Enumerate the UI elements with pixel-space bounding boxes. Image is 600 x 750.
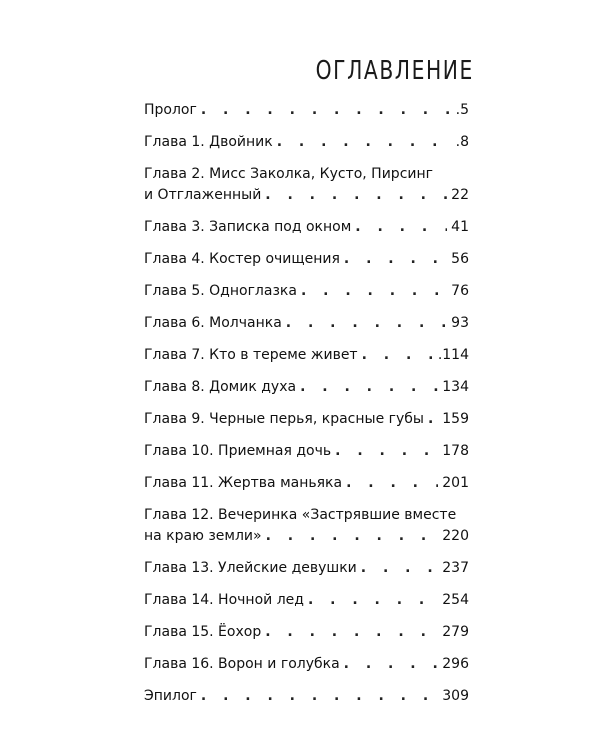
- toc-entry-label: Глава 7. Кто в тереме живет: [144, 347, 358, 363]
- dot-leader: [266, 526, 439, 547]
- toc-entry-label: Глава 16. Ворон и голубка: [144, 656, 340, 672]
- toc-entry-chapter-15: [144, 622, 469, 643]
- toc-entry-label-line1: Глава 2. Мисс Заколка, Кусто, Пирсинг: [144, 166, 433, 182]
- toc-entry-label: Глава 6. Молчанка: [144, 315, 282, 331]
- toc-page-number: 309: [442, 688, 469, 704]
- dot-leader: [265, 622, 438, 643]
- dot-leader: [286, 313, 447, 334]
- toc-entry-chapter-11: [144, 473, 469, 494]
- toc-page-number: .5: [455, 102, 469, 118]
- dot-leader: [346, 473, 438, 494]
- toc-page-number: 201: [442, 475, 469, 491]
- toc-entry-chapter-3: [144, 217, 469, 238]
- toc-entry-chapter-5: [144, 281, 469, 302]
- dot-leader: [301, 281, 447, 302]
- toc-page-number: 22: [451, 187, 469, 203]
- toc-entry-label: Глава 4. Костер очищения: [144, 251, 340, 267]
- dot-leader: [344, 249, 447, 270]
- toc-entry-prologue: [144, 100, 469, 121]
- dot-leader: [361, 558, 439, 579]
- toc-entry-label: Глава 14. Ночной лед: [144, 592, 304, 608]
- toc-entry-chapter-9: [144, 409, 469, 430]
- toc-page-number: 159: [442, 411, 469, 427]
- toc-entry-chapter-1: [144, 132, 469, 153]
- toc-page-number: 93: [451, 315, 469, 331]
- toc-entry-chapter-13: [144, 558, 469, 579]
- toc-entry-label: Эпилог: [144, 688, 197, 704]
- toc-entry-label: Глава 10. Приемная дочь: [144, 443, 332, 459]
- toc-page-number: 76: [451, 283, 469, 299]
- toc-entry-chapter-8: [144, 377, 469, 398]
- toc-entry-label: Глава 8. Домик духа: [144, 379, 297, 395]
- toc-page-number: 56: [451, 251, 469, 267]
- toc-page-number: .8: [455, 134, 469, 150]
- toc-page-number: 178: [442, 443, 469, 459]
- dot-leader: [201, 686, 438, 707]
- dot-leader: [428, 409, 438, 430]
- toc-page-number: 220: [442, 528, 469, 544]
- dot-leader: [362, 345, 434, 366]
- table-of-contents: [144, 100, 469, 718]
- dot-leader: [201, 100, 452, 121]
- dot-leader: [344, 654, 439, 675]
- toc-entry-label: Глава 11. Жертва маньяка: [144, 475, 343, 491]
- toc-page-number: 279: [442, 624, 469, 640]
- dot-leader: [277, 132, 452, 153]
- toc-page-number: 296: [442, 656, 469, 672]
- toc-page-number: 41: [451, 219, 469, 235]
- toc-entry-epilogue: [144, 686, 469, 707]
- toc-entry-label: на краю земли»: [144, 528, 262, 544]
- toc-entry-label: и Отглаженный: [144, 187, 262, 203]
- toc-entry-chapter-10: [144, 441, 469, 462]
- toc-entry-label: Глава 15. Ёохор: [144, 624, 262, 640]
- dot-leader: [308, 590, 438, 611]
- toc-page-number: 237: [442, 560, 469, 576]
- dot-leader: [265, 185, 447, 206]
- toc-page-number: .114: [437, 347, 469, 363]
- toc-entry-label: Глава 5. Одноглазка: [144, 283, 297, 299]
- toc-entry-chapter-6: [144, 313, 469, 334]
- toc-entry-label-line1: Глава 12. Вечеринка «Застрявшие вместе: [144, 507, 457, 523]
- dot-leader: [355, 217, 447, 238]
- dot-leader: [335, 441, 438, 462]
- toc-page-number: 134: [442, 379, 469, 395]
- toc-entry-chapter-4: [144, 249, 469, 270]
- toc-entry-chapter-12: [144, 505, 469, 547]
- toc-entry-chapter-2: [144, 164, 469, 206]
- toc-entry-label: Глава 9. Черные перья, красные губы: [144, 411, 424, 427]
- toc-entry-chapter-14: [144, 590, 469, 611]
- toc-entry-label: Пролог: [144, 102, 197, 118]
- toc-entry-label: Глава 3. Записка под окном: [144, 219, 352, 235]
- page-title: ОГЛАВЛЕНИЕ: [315, 56, 474, 86]
- toc-entry-chapter-7: [144, 345, 469, 366]
- toc-entry-label: Глава 1. Двойник: [144, 134, 273, 150]
- toc-entry-label: Глава 13. Улейские девушки: [144, 560, 357, 576]
- toc-page-number: 254: [442, 592, 469, 608]
- toc-entry-chapter-16: [144, 654, 469, 675]
- dot-leader: [300, 377, 438, 398]
